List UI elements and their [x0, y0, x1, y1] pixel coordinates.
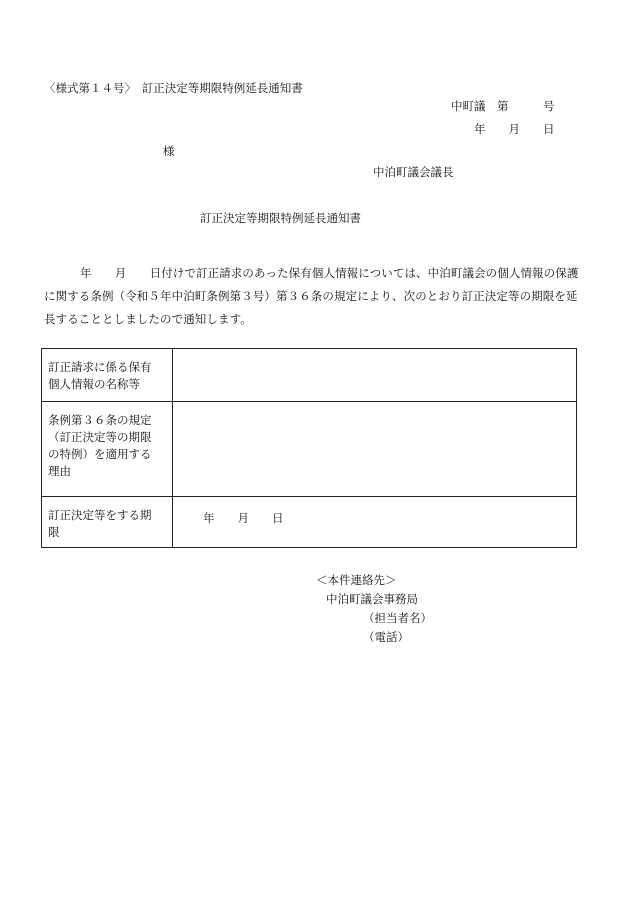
- detail-table: [41, 348, 577, 548]
- row-value: [173, 402, 577, 497]
- document-number: 中町議 第 号: [451, 99, 555, 113]
- contact-person: （担当者名）: [363, 611, 432, 625]
- table-row: [42, 349, 577, 402]
- row-value: 年 月 日: [173, 497, 577, 548]
- contact-phone: （電話）: [363, 630, 409, 644]
- recipient: 様: [163, 144, 175, 158]
- table-row: [42, 497, 577, 548]
- contact-office: 中泊町議会事務局: [326, 592, 418, 606]
- row-label: 訂正決定等をする期 限: [42, 497, 173, 548]
- document-title: 訂正決定等期限特例延長通知書: [200, 211, 361, 225]
- contact-heading: ＜本件連絡先＞: [316, 573, 397, 587]
- row-label: 条例第３６条の規定 （訂正決定等の期限 の特例）を適用する 理由: [42, 402, 173, 497]
- body-text: 年 月 日付けで訂正請求のあった保有個人情報については、中泊町議会の個人情報の保護に関する条例（令和５年中泊町条例第３号）第３６条の規定により、次のとおり訂正決定等の期限を延長することとしましたので通知します。: [44, 266, 579, 326]
- form-number: 〈様式第１４号〉 訂正決定等期限特例延長通知書: [44, 81, 303, 95]
- document-date: 年 月 日: [474, 122, 555, 136]
- row-label: 訂正請求に係る保有 個人情報の名称等: [42, 349, 173, 402]
- row-value: [173, 349, 577, 402]
- contact-block: [300, 571, 432, 647]
- sender: 中泊町議会議長: [373, 165, 454, 179]
- table-row: [42, 402, 577, 497]
